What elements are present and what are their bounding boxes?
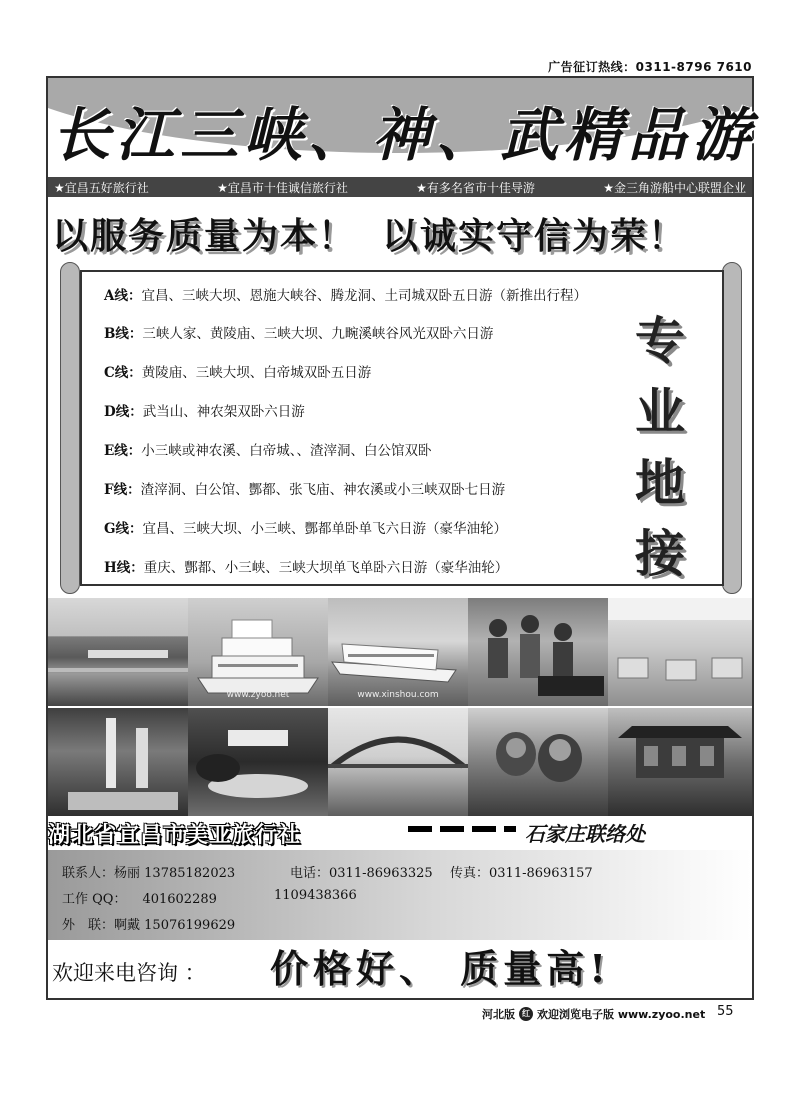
contact-phone: 电话：0311-86963325: [290, 866, 433, 881]
agency-name: 湖北省宜昌市美亚旅行社: [48, 823, 302, 848]
contact-qq: 工作 QQ： 401602289: [62, 892, 217, 907]
photo-arch-bridge: [328, 708, 468, 816]
contact-person: 联系人：杨丽 13785182023: [62, 866, 236, 881]
photo-stream-rocks: [188, 708, 328, 816]
contact-qq-2: 1109438366: [274, 888, 357, 903]
contact-fax: 传真：0311-86963157: [450, 866, 593, 881]
honor-item: ★宜昌市十佳诚信旅行社: [217, 180, 348, 195]
route-f: F线：渣滓洞、白公馆、酆都、张飞庙、神农溪或小三峡双卧七日游: [104, 482, 506, 498]
vertical-char: 业: [635, 382, 685, 441]
footer-text: 欢迎浏览电子版 www.zyoo.net: [537, 1008, 706, 1021]
footer-logo-icon: 红: [519, 1007, 533, 1021]
page-number: 55: [717, 1004, 734, 1019]
scroll-decoration-right: [722, 262, 742, 594]
photo-cruise-ship-2: [328, 598, 468, 706]
contact-external: 外 联：啊戴 15076199629: [62, 918, 236, 933]
route-g: G线：宜昌、三峡大坝、小三峡、酆都单卧单飞六日游（豪华油轮）: [104, 521, 508, 537]
slogan-right: 以诚实守信为荣！: [382, 215, 687, 257]
photo-three-gorges-dam: [48, 598, 188, 706]
photo-cruise-ship: [188, 598, 328, 706]
photo-caption: www.zyoo.net: [226, 690, 290, 700]
page-title: 长江三峡、神、武精品游: [52, 101, 757, 169]
photo-ship-dining-hall: [608, 598, 752, 706]
photo-monkeys: [468, 708, 608, 816]
dash-separator: [408, 826, 516, 832]
route-h: H线：重庆、酆都、小三峡、三峡大坝单飞单卧六日游（豪华油轮）: [104, 560, 509, 576]
photo-caption: www.xinshou.com: [357, 690, 439, 700]
honor-item: ★有多名省市十佳导游: [416, 180, 535, 195]
slogan-left: 以服务质量为本！: [52, 215, 357, 257]
welcome-text: 欢迎来电咨询 ：: [52, 961, 206, 985]
honor-item: ★金三角游船中心联盟企业: [603, 180, 746, 195]
route-e: E线：小三峡或神农溪、白帝城、、渣滓洞、白公馆双卧: [104, 443, 432, 459]
route-a: A线：宜昌、三峡大坝、恩施大峡谷、腾龙洞、土司城双卧五日游（新推出行程）: [104, 288, 587, 304]
photo-service-staff: [468, 598, 608, 706]
vertical-char: 专: [635, 311, 685, 370]
page-footer: [482, 1006, 705, 1022]
vertical-char: 接: [635, 524, 685, 583]
contact-panel: [48, 850, 752, 940]
route-d: D线：武当山、神农架双卧六日游: [104, 404, 305, 420]
route-b: B线：三峡人家、黄陵庙、三峡大坝、九畹溪峡谷风光双卧六日游: [104, 326, 494, 342]
route-c: C线：黄陵庙、三峡大坝、白帝城双卧五日游: [104, 365, 372, 381]
footer-edition: 河北版: [482, 1008, 515, 1021]
photo-waterfall: [48, 708, 188, 816]
ad-hotline: 广告征订热线：0311-8796 7610: [548, 60, 752, 74]
quality-slogan: 价格好、 质量高!: [270, 946, 611, 991]
vertical-char: 地: [635, 453, 685, 512]
vertical-slogan: [625, 305, 695, 589]
scroll-decoration-left: [60, 262, 80, 594]
photo-pavilion: [608, 708, 752, 816]
office-name: 石家庄联络处: [525, 822, 645, 846]
service-slogan: [52, 208, 686, 259]
honor-item: ★宜昌五好旅行社: [54, 180, 149, 195]
honors-bar: [48, 177, 752, 197]
